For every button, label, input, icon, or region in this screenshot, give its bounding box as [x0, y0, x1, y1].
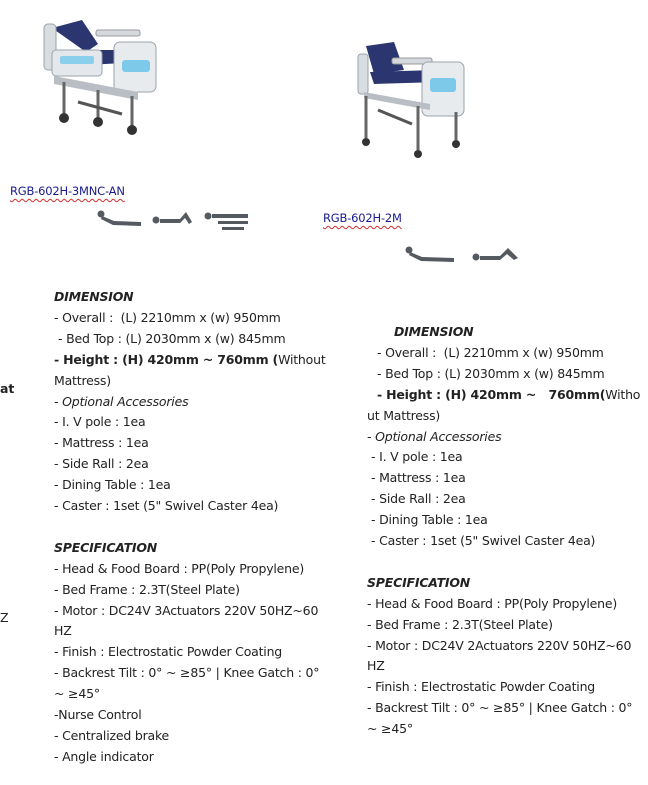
- height-note: Witho: [605, 386, 641, 402]
- bed-top-size: - Bed Top : (L) 2030mm x (w) 845mm: [377, 365, 605, 381]
- model-name[interactable]: RGB-602H-2M: [323, 211, 402, 225]
- bed-position-icons: [404, 244, 524, 268]
- accessory-item: - I. V pole : 1ea: [371, 449, 463, 465]
- edge-fragment: at: [0, 381, 15, 396]
- spec-item: ~ ≥45°: [367, 721, 413, 737]
- spec-item: ~ ≥45°: [54, 686, 100, 702]
- spec-item: - Finish : Electrostatic Powder Coating: [54, 644, 283, 660]
- spec-item: - Motor : DC24V 2Actuators 220V 50HZ~60: [367, 637, 632, 653]
- spec-item: -Nurse Control: [54, 707, 142, 723]
- bed-position-icons: [96, 208, 256, 234]
- accessory-item: [54, 454, 334, 475]
- hospital-bed-photo: [356, 40, 468, 162]
- spec-item: - Backrest Tilt : 0° ~ ≥85° | Knee Gatch : 0°: [54, 665, 320, 681]
- bed-top-size: - Bed Top : (L) 2030mm x (w) 845mm: [58, 330, 286, 346]
- spec-item: - Head & Food Board : PP(Poly Propylene): [54, 560, 305, 576]
- product-spec-block: [367, 322, 639, 740]
- height-note: Without: [278, 351, 326, 367]
- height-line: [54, 350, 334, 371]
- spec-heading: SPECIFICATION: [54, 539, 158, 555]
- height-label: - Height : (H) 420mm ~ 760mm (: [54, 351, 279, 367]
- sitting-position-icon: [473, 248, 519, 261]
- height-note-cont: ut Mattress): [367, 407, 441, 423]
- accessory-text: - Side Rall : 2ea: [54, 456, 149, 472]
- spacer: [367, 552, 639, 573]
- accessory-item: - Mattress : 1ea: [371, 470, 466, 486]
- spec-item: - Bed Frame : 2.3T(Steel Plate): [367, 616, 553, 632]
- spacer: [54, 517, 334, 538]
- height-label: - Height : (H) 420mm ~ 760mm(: [377, 386, 606, 402]
- trendelenburg-position-icon: [406, 247, 455, 263]
- height-note-cont: Mattress): [54, 372, 111, 388]
- product-spec-block: [54, 287, 334, 768]
- overall-size: - Overall : (L) 2210mm x (w) 950mm: [54, 309, 281, 325]
- model-name[interactable]: RGB-602H-3MNC-AN: [10, 184, 125, 198]
- hospital-bed-photo: [38, 10, 160, 138]
- flat-position-icon: [205, 213, 249, 231]
- accessories-heading: - Optional Accessories: [54, 393, 189, 409]
- accessory-item: - Dining Table : 1ea: [371, 512, 488, 528]
- sitting-position-icon: [153, 212, 193, 224]
- height-line: [367, 385, 639, 406]
- spec-item: HZ: [367, 658, 385, 674]
- accessory-item: - I. V pole : 1ea: [54, 414, 146, 430]
- dimension-heading: DIMENSION: [394, 324, 474, 339]
- spec-item: - Angle indicator: [54, 748, 154, 764]
- spec-item: - Bed Frame : 2.3T(Steel Plate): [54, 581, 240, 597]
- spec-item: - Finish : Electrostatic Powder Coating: [367, 679, 596, 695]
- accessory-item: - Caster : 1set (5" Swivel Caster 4ea): [371, 533, 596, 549]
- edge-fragment: Z: [0, 610, 9, 625]
- accessory-item: - Caster : 1set (5" Swivel Caster 4ea): [54, 498, 279, 514]
- accessory-item: - Mattress : 1ea: [54, 435, 149, 451]
- spec-heading: SPECIFICATION: [367, 574, 471, 590]
- accessory-item: - Side Rall : 2ea: [371, 491, 466, 507]
- spec-item: - Backrest Tilt : 0° ~ ≥85° | Knee Gatch : 0°: [367, 700, 633, 716]
- spec-item: - Centralized brake: [54, 728, 170, 744]
- accessory-item: - Dining Table : 1ea: [54, 477, 171, 493]
- trendelenburg-position-icon: [98, 211, 142, 227]
- spec-item: HZ: [54, 623, 72, 639]
- dimension-heading: DIMENSION: [54, 289, 134, 304]
- accessories-heading: - Optional Accessories: [367, 428, 502, 444]
- overall-size: - Overall : (L) 2210mm x (w) 950mm: [377, 344, 604, 360]
- spec-item: - Head & Food Board : PP(Poly Propylene): [367, 595, 618, 611]
- spec-item: - Motor : DC24V 3Actuators 220V 50HZ~60: [54, 602, 319, 618]
